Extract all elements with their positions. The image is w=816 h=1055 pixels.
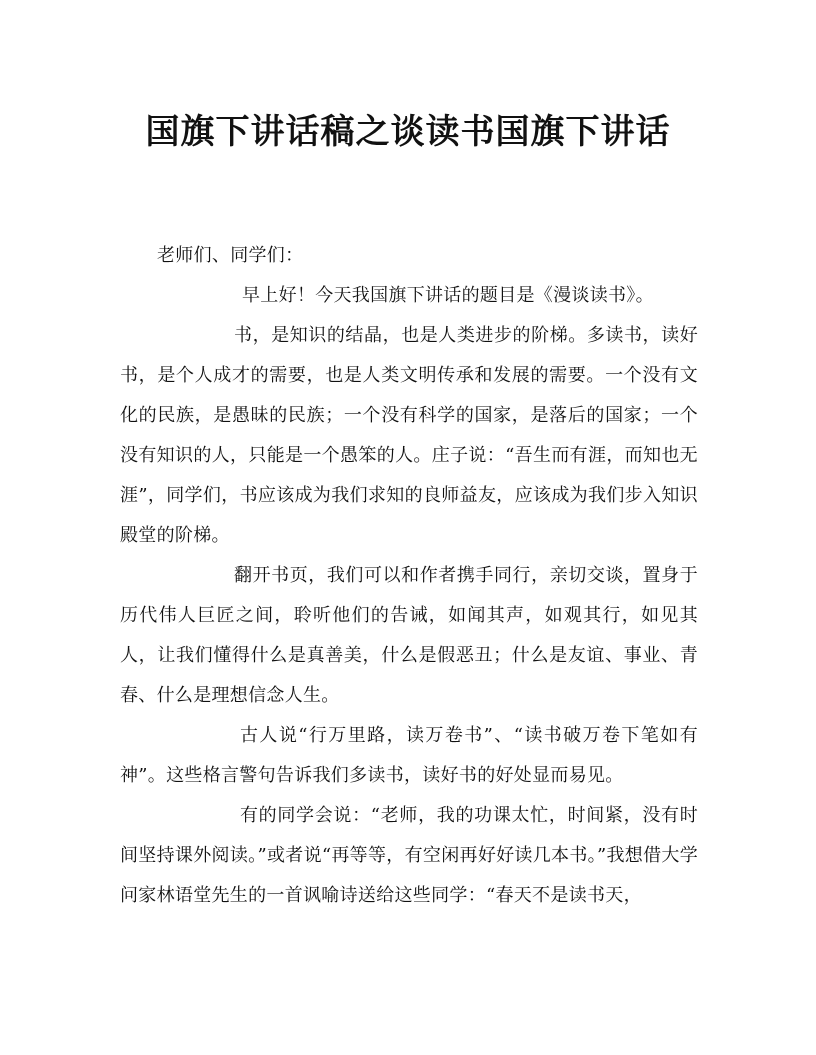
document-title: 国旗下讲话稿之谈读书国旗下讲话: [145, 112, 671, 152]
greeting-paragraph: 老师们、同学们：: [157, 245, 304, 266]
document-body: [120, 236, 698, 916]
body-paragraph-ancients: 古人说“行万里路，读万卷书”、“读书破万卷下笔如有神”。这些格言警句告诉我们多读书，读好书的好处显而易见。: [120, 725, 698, 786]
opening-paragraph: 早上好！今天我国旗下讲话的题目是《漫谈读书》。: [242, 285, 654, 306]
body-paragraph-reading: 翻开书页，我们可以和作者携手同行，亲切交谈，置身于历代伟人巨匠之间，聆听他们的告诫，如闻其声，如观其行，如见其人，让我们懂得什么是真善美，什么是假恶丑；什么是友谊、事业、青春、什么是理想信念人生。: [120, 565, 698, 706]
body-paragraph-students: 有的同学会说：“老师，我的功课太忙，时间紧，没有时间坚持课外阅读。”或者说“再等等，有空闲再好好读几本书。”我想借大学问家林语堂先生的一首讽喻诗送给这些同学：“春天不是读书天，: [120, 805, 698, 906]
body-paragraph-books: 书，是知识的结晶，也是人类进步的阶梯。多读书，读好书，是个人成才的需要，也是人类文明传承和发展的需要。一个没有文化的民族，是愚昧的民族；一个没有科学的国家，是落后的国家；一个没有知识的人，只能是一个愚笨的人。庄子说：“吾生而有涯，而知也无涯”，同学们，书应该成为我们求知的良师益友，应该成为我们步入知识殿堂的阶梯。: [120, 325, 698, 546]
